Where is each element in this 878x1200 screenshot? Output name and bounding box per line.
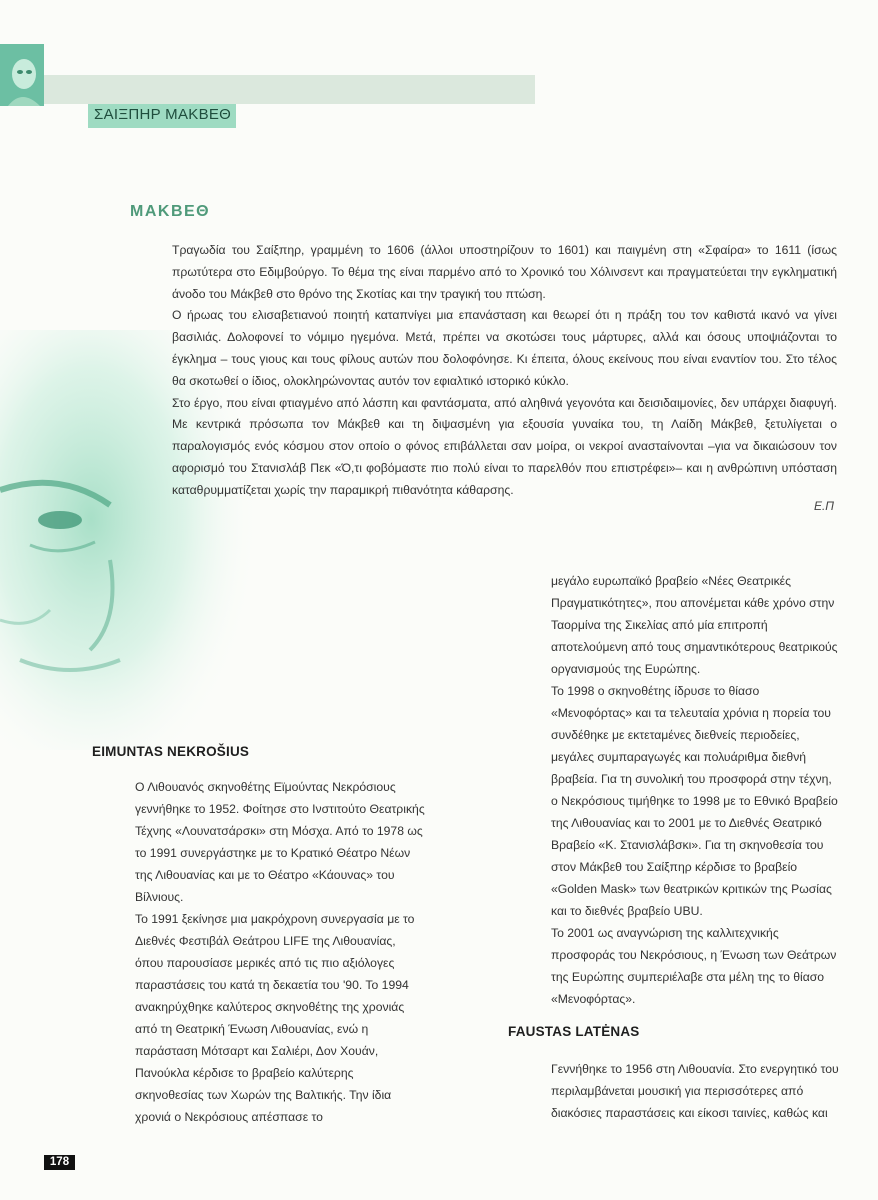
bio-paragraph: Το 1998 ο σκηνοθέτης ίδρυσε το θίασο «Μενοφόρτας» και τα τελευταία χρόνια η πορεία του συνδέθηκε με εκτεταμένες διεθνείς περιοδείες, μεγάλες συμπαραγωγές και πολυάριθμα διεθνή βραβεία. Για τη συνολική του προσφορά στην τέχνη, ο Νεκρόσιους τιμήθηκε το 1998 με το Εθνικό Βραβείο της Λιθουανίας και το 2001 με το Διεθνές Θεατρικό Βραβείο «Κ. Στανισλάβσκι». Για τη σκηνοθεσία του στον Μάκβεθ του Σαίξπηρ κέρδισε το βραβείο «Golden Mask» των θεατρικών κριτικών της Ρωσίας και το διεθνές βραβείο UBU. <box>551 684 838 918</box>
intro-text <box>172 240 837 502</box>
author-signature: Ε.Π <box>813 499 834 513</box>
intro-paragraph: Στο έργο, που είναι φτιαγμένο από λάσπη και φαντάσματα, από αληθινά γεγονότα και δεισιδαιμονίες, δεν υπάρχει διαφυγή. Με κεντρικά πρόσωπα τον Μάκβεθ και τη διψασμένη για εξουσία γυναίκα του, τη Λαίδη Μάκβεθ, ξετυλίγεται ο παραλογισμός ενός κόσμου στον οποίο ο φόνος επιβάλλεται σαν μοίρα, οι νεκροί ανασταίνονται –για να δικαιώσουν τον αφορισμό του Στανισλάβ Πεκ «Ό,τι φοβόμαστε πιο πολύ είναι το παρελθόν που επιστρέφει»– και η ανθρώπινη υπόσταση καταθρυμματίζεται χωρίς την παραμικρή πιθανότητα κάθαρσης. <box>172 395 837 497</box>
intro-paragraph: Ο ήρωας του ελισαβετιανού ποιητή καταπνίγει μια επανάσταση και θεωρεί ότι η πράξη του τον καθιστά ικανό να γίνει βασιλιάς. Δολοφονεί το νόμιμο ηγεμόνα. Μετά, πρέπει να σκοτώσει τους μάρτυρες, αλλά και όσους υποψιάζονται το έγκλημα – τους γιους και τους φίλους αυτών που δολοφόνησε. Κι έπειτα, όλους εκείνους που είναι εναντίον του. Στο τέλος θα σκοτωθεί ο ίδιος, ολοκληρώνοντας αυτόν τον εφιαλτικό ιστορικό κύκλο. <box>172 308 837 388</box>
bio-paragraph: μεγάλο ευρωπαϊκό βραβείο «Νέες Θεατρικές Πραγματικότητες», που απονέμεται κάθε χρόνο στην Ταορμίνα της Σικελίας από μία επιτροπή αποτελούμενη από τους σημαντικότερους θεατρικούς οργανισμούς της Ευρώπης. <box>551 574 838 676</box>
latenas-bio <box>551 1058 841 1124</box>
bio-paragraph: Ο Λιθουανός σκηνοθέτης Εϊμούντας Νεκρόσιους γεννήθηκε το 1952. Φοίτησε στο Ινστιτούτο Θεατρικής Τέχνης «Λουνατσάρσκι» στη Μόσχα. Από το 1978 ως το 1991 συνεργάστηκε με το Κρατικό Θέατρο Νέων της Λιθουανίας και με το Θέατρο «Κάουνας» του Βίλνιους. <box>135 780 425 904</box>
nekrosius-bio-left-column <box>135 776 425 1128</box>
page-number: 178 <box>44 1155 75 1170</box>
nekrosius-bio-right-column <box>551 570 841 1010</box>
article-title: ΜΑΚΒΕΘ <box>130 203 211 220</box>
bio-paragraph: Το 1991 ξεκίνησε μια μακρόχρονη συνεργασία με το Διεθνές Φεστιβάλ Θεάτρου LIFE της Λιθουανίας, όπου παρουσίασε μερικές από τις πιο αξιόλογες παραστάσεις του κατά τη δεκαετία του '90. Το 1994 ανακηρύχθηκε καλύτερος σκηνοθέτης της χρονιάς από τη Θεατρική Ένωση Λιθουανίας, ενώ η παράσταση Μότσαρτ και Σαλιέρι, Δον Χουάν, Πανούκλα κέρδισε το βραβείο καλύτερης σκηνοθεσίας των Χωρών της Βαλτικής. Την ίδια χρονιά ο Νεκρόσιους απέσπασε το <box>135 912 415 1124</box>
header-band <box>44 75 535 104</box>
intro-paragraph: Τραγωδία του Σαίξπηρ, γραμμένη το 1606 (άλλοι υποστηρίζουν το 1601) και παιγμένη στη «Σφαίρα» το 1611 (ίσως πρωτύτερα στο Εδιμβούργο. Το θέμα της είναι παρμένο από το Χρονικό του Χόλινσεντ και πραγματεύεται την εγκληματική άνοδο του Μάκβεθ στο θρόνο της Σκοτίας και την τραγική του πτώση. <box>172 243 837 301</box>
header-section-tag <box>88 104 236 128</box>
bio-paragraph: Γεννήθηκε το 1956 στη Λιθουανία. Στο ενεργητικό του περιλαμβάνεται μουσική για περισσότερες από διακόσιες παραστάσεις και είκοσι ταινίες, καθώς και <box>551 1062 839 1120</box>
corner-thumbnail <box>0 44 44 106</box>
latenas-heading: FAUSTAS LATĖNAS <box>508 1024 640 1039</box>
bio-paragraph: Το 2001 ως αναγνώριση της καλλιτεχνικής προσφοράς του Νεκρόσιους, η Ένωση των Θεάτρων της Ευρώπης συμπεριέλαβε στα μέλη της το θίασο «Μενοφόρτας». <box>551 926 837 1006</box>
nekrosius-heading: EIMUNTAS NEKROŠIUS <box>92 744 250 759</box>
header-tag-text: ΣΑΙΞΠΗΡ ΜΑΚΒΕΘ <box>94 106 232 123</box>
